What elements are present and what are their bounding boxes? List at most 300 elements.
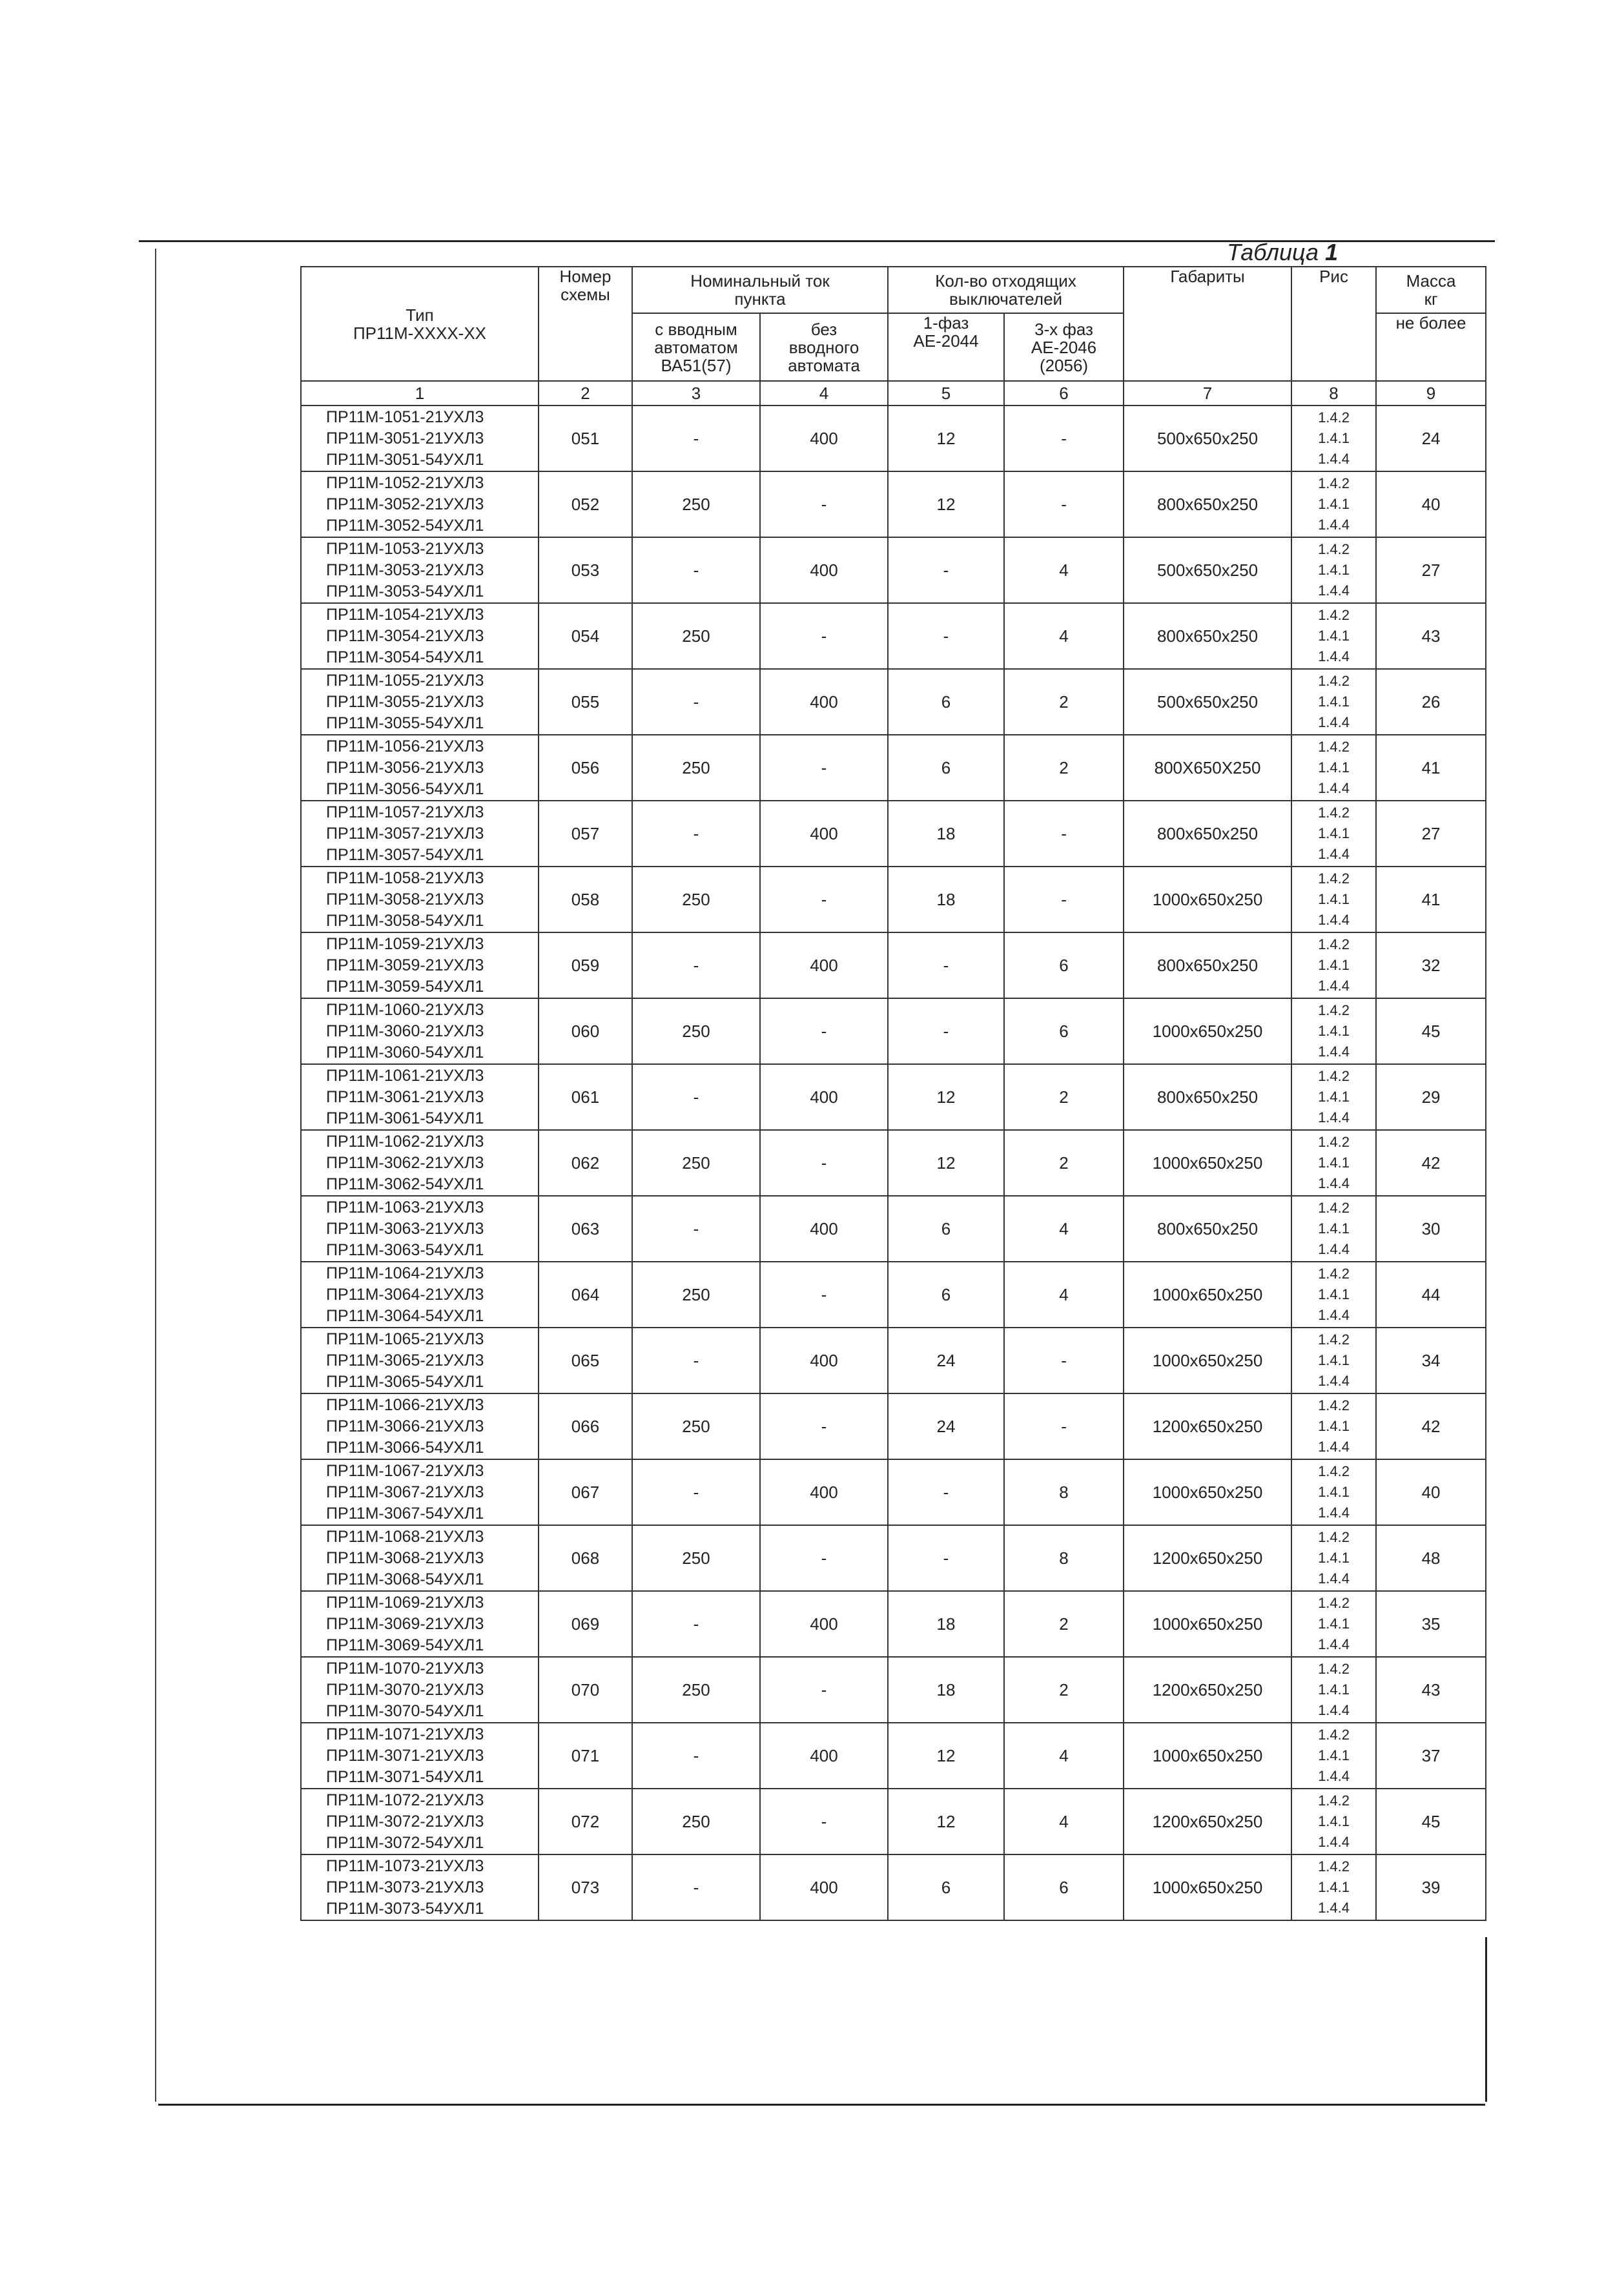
type-designation: ПР11М-1053-21УХЛ3 — [326, 539, 484, 558]
header-with-breaker — [632, 313, 760, 381]
figure-reference: 1.4.4 — [1318, 1570, 1350, 1587]
figure-reference: 1.4.2 — [1318, 1727, 1350, 1743]
figure-reference: 1.4.2 — [1318, 607, 1350, 623]
figure-reference: 1.4.2 — [1318, 1002, 1350, 1018]
cell-with-breaker: 250 — [632, 603, 760, 669]
type-designation: ПР11М-1065-21УХЛ3 — [326, 1330, 484, 1348]
figure-reference: 1.4.2 — [1318, 1529, 1350, 1545]
figure-reference: 1.4.2 — [1318, 739, 1350, 755]
cell-single-phase: 6 — [888, 1196, 1004, 1262]
cell-without-breaker: - — [760, 1789, 888, 1854]
figure-reference: 1.4.2 — [1318, 870, 1350, 887]
cell-three-phase: 2 — [1004, 1130, 1124, 1196]
figure-reference: 1.4.2 — [1318, 1397, 1350, 1413]
cell-with-breaker: - — [632, 801, 760, 867]
cell-types — [301, 1196, 539, 1262]
figure-reference: 1.4.2 — [1318, 936, 1350, 952]
figure-reference: 1.4.1 — [1318, 1155, 1350, 1171]
header-three-phase-line1: 3-х фаз — [1034, 319, 1093, 339]
type-designation: ПР11М-3057-21УХЛ3 — [326, 824, 484, 843]
header-figure-label: Рис — [1319, 267, 1348, 286]
cell-without-breaker: 400 — [760, 1459, 888, 1525]
cell-without-breaker: 400 — [760, 932, 888, 998]
table-row — [301, 998, 1486, 1064]
figure-reference: 1.4.4 — [1318, 1109, 1350, 1125]
header-without-breaker — [760, 313, 888, 381]
cell-single-phase: - — [888, 932, 1004, 998]
figure-reference: 1.4.2 — [1318, 541, 1350, 557]
cell-three-phase: - — [1004, 1393, 1124, 1459]
cell-figures — [1291, 932, 1376, 998]
cell-scheme: 059 — [539, 932, 632, 998]
cell-single-phase: 6 — [888, 1854, 1004, 1920]
cell-types — [301, 735, 539, 801]
type-designation: ПР11М-3071-54УХЛ1 — [326, 1767, 484, 1786]
figure-reference: 1.4.1 — [1318, 1550, 1350, 1566]
cell-types — [301, 471, 539, 537]
cell-three-phase: 4 — [1004, 1196, 1124, 1262]
cell-figures — [1291, 537, 1376, 603]
cell-dimensions: 800x650x250 — [1124, 1196, 1291, 1262]
type-designation: ПР11М-3073-54УХЛ1 — [326, 1899, 484, 1918]
header-with-breaker-line2: автоматом — [654, 337, 738, 357]
cell-three-phase: - — [1004, 867, 1124, 932]
cell-scheme: 057 — [539, 801, 632, 867]
cell-figures — [1291, 1064, 1376, 1130]
cell-mass: 39 — [1376, 1854, 1486, 1920]
table-row — [301, 537, 1486, 603]
table-row — [301, 1723, 1486, 1789]
cell-scheme: 066 — [539, 1393, 632, 1459]
type-designation: ПР11М-3060-54УХЛ1 — [326, 1043, 484, 1062]
type-designation: ПР11М-1068-21УХЛ3 — [326, 1527, 484, 1546]
figure-reference: 1.4.2 — [1318, 1661, 1350, 1677]
table-caption — [1227, 239, 1338, 266]
table-row — [301, 1789, 1486, 1854]
header-with-breaker-line3: ВА51(57) — [661, 355, 732, 375]
figure-reference: 1.4.1 — [1318, 430, 1350, 446]
table-row — [301, 406, 1486, 471]
cell-with-breaker: - — [632, 1459, 760, 1525]
cell-without-breaker: 400 — [760, 1591, 888, 1657]
figure-reference: 1.4.1 — [1318, 1089, 1350, 1105]
type-designation: ПР11М-1067-21УХЛ3 — [326, 1461, 484, 1480]
cell-without-breaker: 400 — [760, 406, 888, 471]
cell-without-breaker: 400 — [760, 1064, 888, 1130]
cell-types — [301, 1064, 539, 1130]
cell-single-phase: 18 — [888, 867, 1004, 932]
cell-single-phase: 18 — [888, 1657, 1004, 1723]
cell-single-phase: 6 — [888, 669, 1004, 735]
figure-reference: 1.4.1 — [1318, 628, 1350, 644]
figure-reference: 1.4.1 — [1318, 825, 1350, 841]
cell-scheme: 055 — [539, 669, 632, 735]
cell-single-phase: 18 — [888, 1591, 1004, 1657]
type-designation: ПР11М-1052-21УХЛ3 — [326, 473, 484, 492]
cell-with-breaker: 250 — [632, 1262, 760, 1328]
column-number: 1 — [301, 381, 539, 406]
cell-with-breaker: 250 — [632, 1657, 760, 1723]
type-designation: ПР11М-3066-54УХЛ1 — [326, 1438, 484, 1457]
cell-single-phase: 24 — [888, 1328, 1004, 1393]
cell-three-phase: - — [1004, 471, 1124, 537]
cell-single-phase: 6 — [888, 1262, 1004, 1328]
cell-three-phase: 4 — [1004, 1723, 1124, 1789]
table-row — [301, 603, 1486, 669]
frame-right-rule — [1485, 1937, 1487, 2102]
cell-figures — [1291, 1591, 1376, 1657]
cell-single-phase: 12 — [888, 1130, 1004, 1196]
cell-dimensions: 1000x650x250 — [1124, 1591, 1291, 1657]
cell-types — [301, 1328, 539, 1393]
type-designation: ПР11М-3056-54УХЛ1 — [326, 779, 484, 798]
cell-figures — [1291, 1196, 1376, 1262]
column-number: 7 — [1124, 381, 1291, 406]
cell-with-breaker: - — [632, 1591, 760, 1657]
cell-dimensions: 800x650x250 — [1124, 1064, 1291, 1130]
cell-without-breaker: 400 — [760, 1854, 888, 1920]
figure-reference: 1.4.4 — [1318, 1834, 1350, 1850]
type-designation: ПР11М-3052-21УХЛ3 — [326, 495, 484, 513]
figure-reference: 1.4.2 — [1318, 805, 1350, 821]
cell-three-phase: 2 — [1004, 669, 1124, 735]
cell-figures — [1291, 1459, 1376, 1525]
figure-reference: 1.4.1 — [1318, 1023, 1350, 1039]
cell-types — [301, 669, 539, 735]
header-type-line2: ПР11М-XXXX-XX — [353, 323, 487, 343]
figure-reference: 1.4.4 — [1318, 648, 1350, 664]
figure-reference: 1.4.2 — [1318, 1134, 1350, 1150]
cell-dimensions: 1000x650x250 — [1124, 867, 1291, 932]
cell-mass: 44 — [1376, 1262, 1486, 1328]
header-with-breaker-line1: с вводным — [655, 319, 737, 339]
cell-scheme: 065 — [539, 1328, 632, 1393]
header-type-line1: Тип — [406, 305, 434, 325]
header-figure — [1291, 267, 1376, 381]
table-row — [301, 1393, 1486, 1459]
cell-figures — [1291, 669, 1376, 735]
figure-reference: 1.4.4 — [1318, 1768, 1350, 1784]
cell-without-breaker: - — [760, 1525, 888, 1591]
cell-mass: 45 — [1376, 998, 1486, 1064]
cell-single-phase: 12 — [888, 406, 1004, 471]
cell-with-breaker: 250 — [632, 1789, 760, 1854]
cell-with-breaker: 250 — [632, 998, 760, 1064]
figure-reference: 1.4.4 — [1318, 978, 1350, 994]
cell-dimensions: 800X650X250 — [1124, 735, 1291, 801]
cell-scheme: 058 — [539, 867, 632, 932]
cell-dimensions: 1000x650x250 — [1124, 1854, 1291, 1920]
cell-figures — [1291, 1657, 1376, 1723]
type-designation: ПР11М-3061-21УХЛ3 — [326, 1087, 484, 1106]
type-designation: ПР11М-1064-21УХЛ3 — [326, 1264, 484, 1282]
table-row — [301, 801, 1486, 867]
figure-reference: 1.4.2 — [1318, 1595, 1350, 1611]
figure-reference: 1.4.4 — [1318, 1505, 1350, 1521]
table-row — [301, 1262, 1486, 1328]
header-single-phase — [888, 313, 1004, 381]
cell-mass: 41 — [1376, 867, 1486, 932]
cell-types — [301, 998, 539, 1064]
type-designation: ПР11М-3051-54УХЛ1 — [326, 450, 484, 469]
cell-mass: 42 — [1376, 1130, 1486, 1196]
figure-reference: 1.4.4 — [1318, 912, 1350, 928]
cell-with-breaker: - — [632, 1723, 760, 1789]
cell-with-breaker: - — [632, 406, 760, 471]
type-designation: ПР11М-3064-54УХЛ1 — [326, 1306, 484, 1325]
cell-three-phase: 4 — [1004, 1262, 1124, 1328]
type-designation: ПР11М-3054-54УХЛ1 — [326, 648, 484, 666]
figure-reference: 1.4.2 — [1318, 1858, 1350, 1874]
figure-reference: 1.4.2 — [1318, 1266, 1350, 1282]
figure-reference: 1.4.4 — [1318, 1636, 1350, 1652]
figure-reference: 1.4.2 — [1318, 673, 1350, 689]
cell-types — [301, 1393, 539, 1459]
type-designation: ПР11М-3053-54УХЛ1 — [326, 582, 484, 601]
cell-figures — [1291, 1393, 1376, 1459]
type-designation: ПР11М-3058-54УХЛ1 — [326, 911, 484, 930]
cell-figures — [1291, 471, 1376, 537]
cell-scheme: 070 — [539, 1657, 632, 1723]
type-designation: ПР11М-3066-21УХЛ3 — [326, 1417, 484, 1435]
cell-figures — [1291, 1130, 1376, 1196]
header-without-breaker-line1: без — [810, 319, 838, 339]
cell-three-phase: 6 — [1004, 998, 1124, 1064]
type-designation: ПР11М-3055-21УХЛ3 — [326, 692, 484, 711]
cell-dimensions: 500x650x250 — [1124, 537, 1291, 603]
cell-dimensions: 800x650x250 — [1124, 932, 1291, 998]
cell-dimensions: 1000x650x250 — [1124, 998, 1291, 1064]
type-designation: ПР11М-1066-21УХЛ3 — [326, 1395, 484, 1414]
type-designation: ПР11М-3070-21УХЛ3 — [326, 1680, 484, 1699]
cell-types — [301, 406, 539, 471]
cell-single-phase: - — [888, 1525, 1004, 1591]
column-number: 2 — [539, 381, 632, 406]
cell-without-breaker: 400 — [760, 669, 888, 735]
header-without-breaker-line2: вводного — [788, 337, 859, 357]
cell-types — [301, 603, 539, 669]
cell-scheme: 072 — [539, 1789, 632, 1854]
cell-scheme: 071 — [539, 1723, 632, 1789]
cell-types — [301, 1459, 539, 1525]
figure-reference: 1.4.4 — [1318, 1043, 1350, 1060]
figure-reference: 1.4.2 — [1318, 1792, 1350, 1809]
cell-scheme: 063 — [539, 1196, 632, 1262]
cell-three-phase: 6 — [1004, 932, 1124, 998]
type-designation: ПР11М-1073-21УХЛ3 — [326, 1856, 484, 1875]
column-number-row — [301, 381, 1486, 406]
cell-three-phase: 6 — [1004, 1854, 1124, 1920]
type-designation: ПР11М-3052-54УХЛ1 — [326, 516, 484, 535]
cell-types — [301, 1525, 539, 1591]
cell-three-phase: 4 — [1004, 537, 1124, 603]
header-scheme-line1: Номер — [559, 267, 612, 286]
table-row — [301, 932, 1486, 998]
cell-with-breaker: - — [632, 932, 760, 998]
cell-single-phase: 12 — [888, 1064, 1004, 1130]
type-designation: ПР11М-3054-21УХЛ3 — [326, 626, 484, 645]
cell-with-breaker: 250 — [632, 1393, 760, 1459]
cell-types — [301, 537, 539, 603]
cell-single-phase: - — [888, 1459, 1004, 1525]
figure-reference: 1.4.4 — [1318, 1175, 1350, 1191]
table-row — [301, 1657, 1486, 1723]
header-rated-current-line1: Номинальный ток — [690, 271, 830, 291]
cell-dimensions: 1000x650x250 — [1124, 1130, 1291, 1196]
cell-figures — [1291, 603, 1376, 669]
cell-scheme: 068 — [539, 1525, 632, 1591]
table-caption-number: 1 — [1325, 239, 1339, 265]
cell-mass: 45 — [1376, 1789, 1486, 1854]
table-row — [301, 1591, 1486, 1657]
column-number: 3 — [632, 381, 760, 406]
cell-figures — [1291, 735, 1376, 801]
figure-reference: 1.4.2 — [1318, 1331, 1350, 1348]
header-scheme-line2: схемы — [560, 285, 610, 304]
figure-reference: 1.4.4 — [1318, 517, 1350, 533]
cell-scheme: 056 — [539, 735, 632, 801]
cell-mass: 43 — [1376, 603, 1486, 669]
header-outgoing-breakers-line1: Кол-во отходящих — [935, 271, 1076, 291]
cell-types — [301, 1591, 539, 1657]
cell-dimensions: 1000x650x250 — [1124, 1459, 1291, 1525]
figure-reference: 1.4.1 — [1318, 1681, 1350, 1698]
table-row — [301, 735, 1486, 801]
cell-figures — [1291, 801, 1376, 867]
column-number: 4 — [760, 381, 888, 406]
cell-figures — [1291, 867, 1376, 932]
table-row — [301, 1459, 1486, 1525]
cell-mass: 34 — [1376, 1328, 1486, 1393]
cell-single-phase: - — [888, 537, 1004, 603]
cell-without-breaker: - — [760, 1262, 888, 1328]
type-designation: ПР11М-3067-54УХЛ1 — [326, 1504, 484, 1523]
header-outgoing-breakers-line2: выключателей — [949, 289, 1063, 309]
figure-reference: 1.4.1 — [1318, 1813, 1350, 1829]
cell-types — [301, 1789, 539, 1854]
figure-reference: 1.4.4 — [1318, 1702, 1350, 1718]
table-caption-word: Таблица — [1227, 239, 1319, 265]
header-outgoing-breakers — [888, 267, 1124, 313]
type-designation: ПР11М-1059-21УХЛ3 — [326, 934, 484, 953]
cell-dimensions: 1000x650x250 — [1124, 1328, 1291, 1393]
header-rated-current — [632, 267, 888, 313]
cell-with-breaker: - — [632, 1064, 760, 1130]
type-designation: ПР11М-3068-54УХЛ1 — [326, 1570, 484, 1588]
cell-without-breaker: - — [760, 1393, 888, 1459]
table-row — [301, 471, 1486, 537]
cell-scheme: 061 — [539, 1064, 632, 1130]
cell-types — [301, 1657, 539, 1723]
cell-with-breaker: 250 — [632, 735, 760, 801]
figure-reference: 1.4.4 — [1318, 1900, 1350, 1916]
cell-mass: 35 — [1376, 1591, 1486, 1657]
cell-mass: 29 — [1376, 1064, 1486, 1130]
cell-figures — [1291, 998, 1376, 1064]
cell-figures — [1291, 406, 1376, 471]
header-three-phase — [1004, 313, 1124, 381]
type-designation: ПР11М-1072-21УХЛ3 — [326, 1791, 484, 1809]
figure-reference: 1.4.4 — [1318, 780, 1350, 796]
type-designation: ПР11М-3072-21УХЛ3 — [326, 1812, 484, 1831]
type-designation: ПР11М-1062-21УХЛ3 — [326, 1132, 484, 1151]
header-single-phase-line2: АЕ-2044 — [913, 331, 979, 351]
cell-single-phase: 24 — [888, 1393, 1004, 1459]
figure-reference: 1.4.1 — [1318, 1220, 1350, 1237]
figure-reference: 1.4.1 — [1318, 759, 1350, 775]
cell-scheme: 069 — [539, 1591, 632, 1657]
cell-three-phase: - — [1004, 406, 1124, 471]
header-three-phase-line2: АЕ-2046 — [1031, 337, 1097, 357]
cell-three-phase: 4 — [1004, 1789, 1124, 1854]
type-designation: ПР11М-3065-54УХЛ1 — [326, 1372, 484, 1391]
type-designation: ПР11М-1056-21УХЛ3 — [326, 737, 484, 755]
cell-scheme: 053 — [539, 537, 632, 603]
type-designation: ПР11М-3067-21УХЛ3 — [326, 1483, 484, 1501]
figure-reference: 1.4.1 — [1318, 562, 1350, 578]
cell-scheme: 052 — [539, 471, 632, 537]
cell-three-phase: 8 — [1004, 1525, 1124, 1591]
cell-types — [301, 1130, 539, 1196]
figure-reference: 1.4.1 — [1318, 957, 1350, 973]
cell-dimensions: 800x650x250 — [1124, 471, 1291, 537]
figure-reference: 1.4.1 — [1318, 1418, 1350, 1434]
type-designation: ПР11М-3062-54УХЛ1 — [326, 1175, 484, 1193]
cell-with-breaker: 250 — [632, 471, 760, 537]
cell-mass: 41 — [1376, 735, 1486, 801]
table-row — [301, 1064, 1486, 1130]
cell-types — [301, 867, 539, 932]
cell-without-breaker: - — [760, 998, 888, 1064]
cell-scheme: 062 — [539, 1130, 632, 1196]
table-row — [301, 1525, 1486, 1591]
cell-figures — [1291, 1854, 1376, 1920]
type-designation: ПР11М-3057-54УХЛ1 — [326, 845, 484, 864]
figure-reference: 1.4.2 — [1318, 1068, 1350, 1084]
cell-dimensions: 1000x650x250 — [1124, 1262, 1291, 1328]
type-designation: ПР11М-3061-54УХЛ1 — [326, 1109, 484, 1127]
type-designation: ПР11М-3053-21УХЛ3 — [326, 560, 484, 579]
type-designation: ПР11М-1061-21УХЛ3 — [326, 1066, 484, 1085]
cell-dimensions: 1200x650x250 — [1124, 1657, 1291, 1723]
header-scheme — [539, 267, 632, 381]
header-type — [301, 267, 539, 381]
type-designation: ПР11М-3068-21УХЛ3 — [326, 1548, 484, 1567]
cell-mass: 48 — [1376, 1525, 1486, 1591]
cell-scheme: 060 — [539, 998, 632, 1064]
figure-reference: 1.4.4 — [1318, 1439, 1350, 1455]
figure-reference: 1.4.1 — [1318, 1352, 1350, 1368]
type-designation: ПР11М-1057-21УХЛ3 — [326, 803, 484, 821]
cell-mass: 30 — [1376, 1196, 1486, 1262]
header-dimensions — [1124, 267, 1291, 381]
cell-three-phase: 4 — [1004, 603, 1124, 669]
cell-types — [301, 1262, 539, 1328]
cell-single-phase: 12 — [888, 1723, 1004, 1789]
cell-figures — [1291, 1525, 1376, 1591]
table-row — [301, 867, 1486, 932]
figure-reference: 1.4.4 — [1318, 451, 1350, 467]
column-number: 6 — [1004, 381, 1124, 406]
cell-three-phase: 8 — [1004, 1459, 1124, 1525]
column-number: 5 — [888, 381, 1004, 406]
header-three-phase-line3: (2056) — [1039, 355, 1089, 375]
cell-mass: 27 — [1376, 801, 1486, 867]
cell-scheme: 054 — [539, 603, 632, 669]
cell-three-phase: 2 — [1004, 1657, 1124, 1723]
specification-table — [300, 266, 1486, 1921]
column-number: 8 — [1291, 381, 1376, 406]
